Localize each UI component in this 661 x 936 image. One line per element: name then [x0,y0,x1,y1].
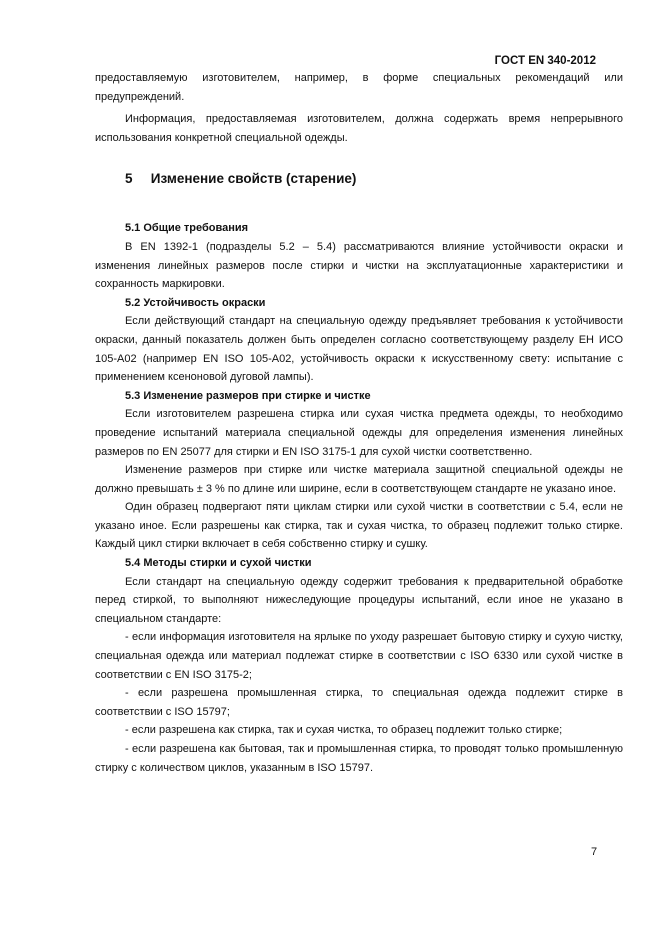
subsection-5-2-heading: 5.2 Устойчивость окраски [125,296,266,309]
list-item: - если разрешена как стирка, так и сухая чистка, то образец подлежит только стирке; [125,724,563,737]
subsection-5-1-paragraph: В EN 1392-1 (подразделы 5.2 – 5.4) рассматриваются влияние устойчивости окраски и изменения линейных размеров после стирки и чистки на эксплуатационные характеристики и сохранность маркировки. [95,240,623,291]
section-5-number: 5 [125,171,133,187]
subsection-5-2-paragraph: Если действующий стандарт на специальную одежду предъявляет требования к устойчивости окраски, данный показатель должен быть определен согласно соответствующему разделу ЕН ИСО 105-A02 (например EN ISO 105-A02, устойчивость окраски к искусственному свету: испытание с применением ксеноновой дуговой лампы). [95,315,623,384]
subsection-5-4-heading: 5.4 Методы стирки и сухой чистки [125,557,312,570]
section-5-heading [95,170,623,188]
list-item: - если разрешена как бытовая, так и промышленная стирка, то проводят только промышленную стирку с количеством циклов, указанным в ISO 15797. [95,743,623,774]
subsection-5-4-paragraph: Если стандарт на специальную одежду содержит требования к предварительной обработке перед стиркой, то выполняют нижеследующие процедуры испытаний, если иное не указано в специальном стандарте: [95,575,623,625]
subsection-5-3-heading: 5.3 Изменение размеров при стирке и чистке [125,389,371,402]
list-item: - если информация изготовителя на ярлыке по уходу разрешает бытовую стирку и сухую чистку, специальная одежда или материал подлежат стирке в соответствии с ISO 6330 или сухой чистке в соответствии с EN ISO 3175-2; [95,631,623,681]
subsection-5-1-heading: 5.1 Общие требования [125,222,249,235]
section-5-title: Изменение свойств (старение) [150,171,357,187]
intro-paragraph-2: Информация, предоставляемая изготовителем, должна содержать время непрерывного использования конкретной специальной одежды. [95,113,623,144]
document-code: ГОСТ EN 340-2012 [494,55,596,67]
subsection-5-3-paragraph-1: Если изготовителем разрешена стирка или сухая чистка предмета одежды, то необходимо проведение испытаний материала специальной одежды для определения изменения линейных размеров по EN 25077 для стирки и EN ISO 3175-1 для сухой чистки соответственно. [95,408,623,458]
page-number: 7 [591,846,598,858]
list-item: - если разрешена промышленная стирка, то специальная одежда подлежит стирке в соответствии с ISO 15797; [95,687,623,718]
intro-paragraph-1: предоставляемую изготовителем, например, в форме специальных рекомендаций или предупреждений. [95,72,623,103]
page-content [95,69,623,777]
subsection-5-3-paragraph-3: Один образец подвергают пяти циклам стирки или сухой чистки в соответствии с 5.4, если не указано иное. Если разрешены как стирка, так и сухая чистка, то образец подлежит только стирке. Каждый цикл стирки включает в себя собственно стирку и сушку. [95,501,623,551]
subsection-5-3-paragraph-2: Изменение размеров при стирке или чистке материала защитной специальной одежды не должно превышать ± 3 % по длине или ширине, если в соответствующем стандарте не указано иное. [95,464,623,495]
